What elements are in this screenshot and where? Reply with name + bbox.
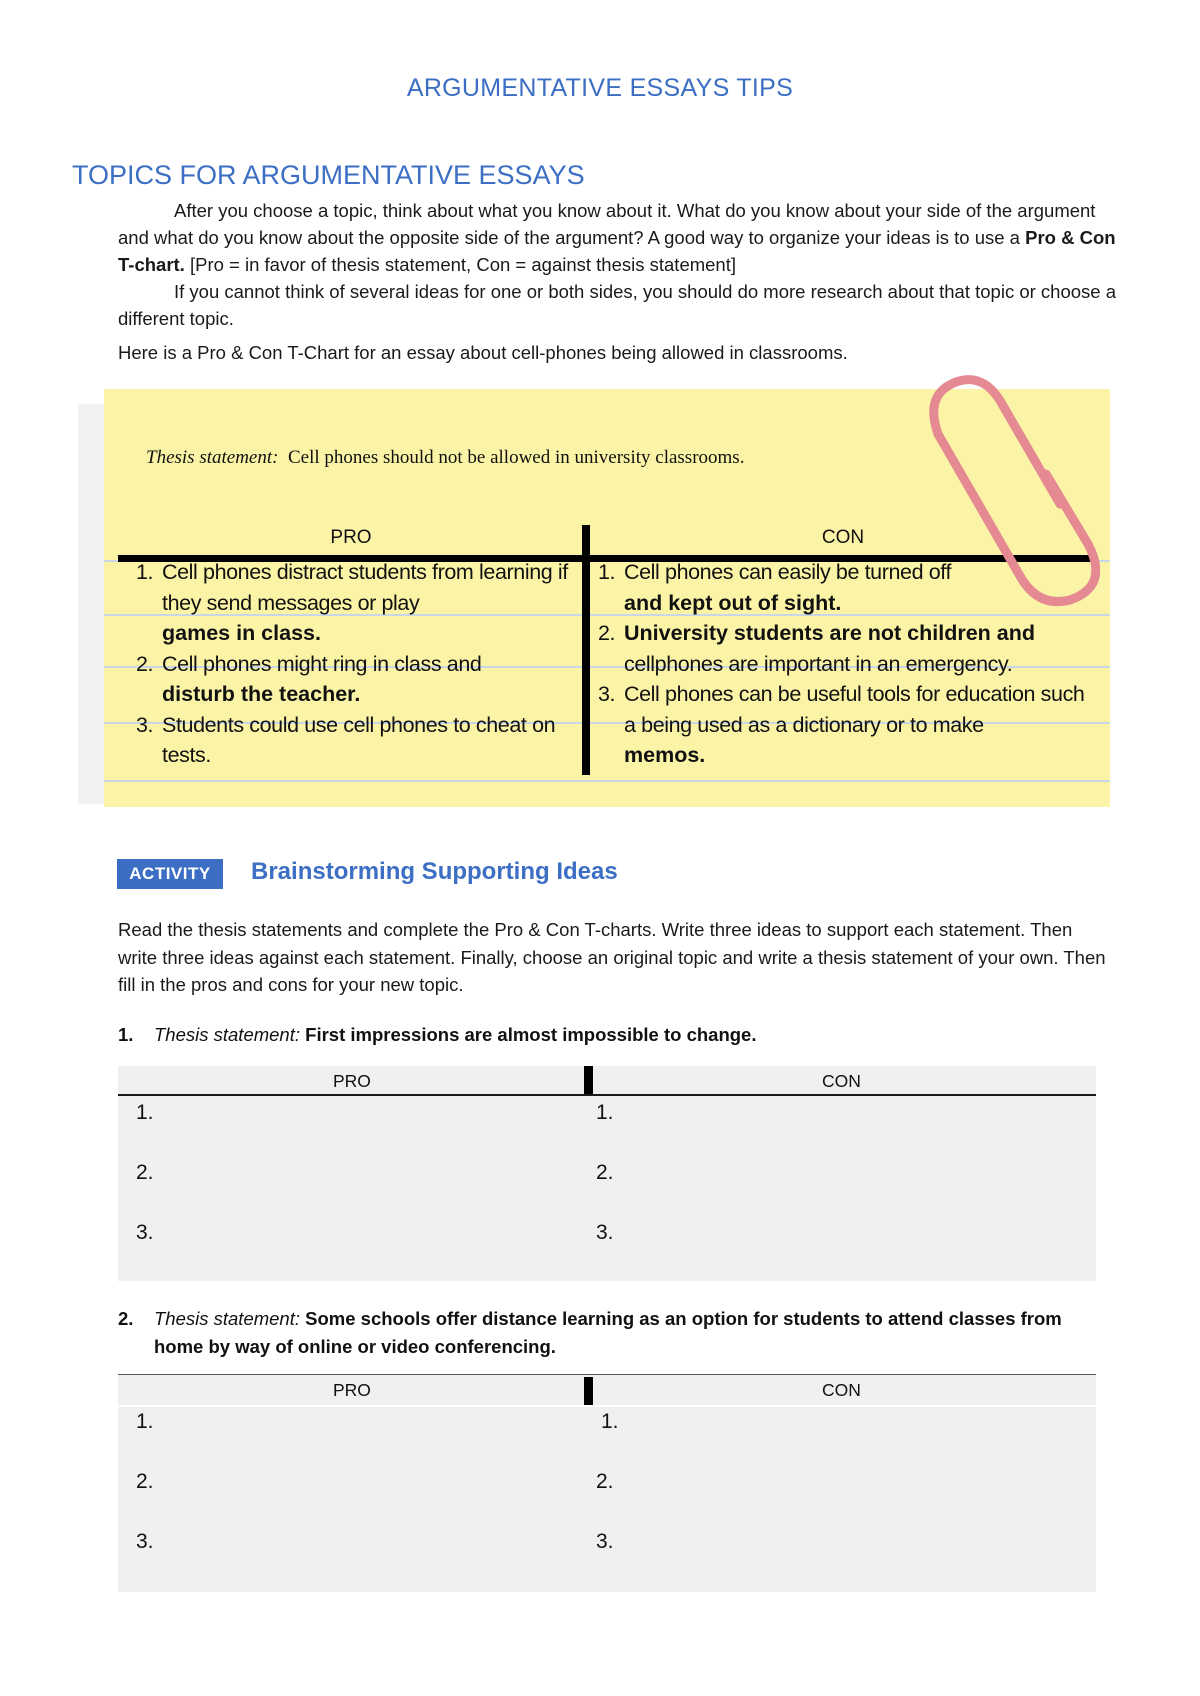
item-bold-text: University students are not children and <box>624 621 1035 645</box>
sample-con-header: CON <box>821 527 865 548</box>
sample-con-item <box>598 618 1098 679</box>
worksheet-chart-2 <box>118 1374 1096 1592</box>
item-number: 1. <box>136 560 154 584</box>
sample-con-item <box>598 679 1098 771</box>
ruled-line <box>104 780 1110 782</box>
con-line-number: 2. <box>596 1470 614 1493</box>
worksheet-header <box>118 1066 1096 1097</box>
item-number: 2. <box>136 651 154 676</box>
sample-pro-list <box>136 557 576 771</box>
sample-pro-item <box>136 649 576 710</box>
pro-header: PRO <box>333 1071 371 1091</box>
sample-pro-item <box>136 710 576 771</box>
pro-line-number: 3. <box>136 1530 154 1553</box>
pro-line-number: 2. <box>136 1161 154 1184</box>
intro-bold: Pro & Con T-chart. <box>118 227 1116 275</box>
item-number: 3. <box>136 712 154 737</box>
item-number: 3. <box>598 682 616 706</box>
activity-badge: ACTIVITY <box>117 859 223 889</box>
con-line-number: 1. <box>596 1101 614 1124</box>
thesis-text: First impressions are almost impossible to change. <box>305 1024 757 1045</box>
thesis-text: Some schools offer distance learning as an option for students to attend classes from home by way of online or video conferencing. <box>154 1308 1062 1357</box>
question-1 <box>118 1021 1108 1049</box>
pro-header: PRO <box>333 1380 371 1400</box>
con-line-number: 2. <box>596 1161 614 1184</box>
question-number: 1. <box>118 1024 134 1045</box>
section-heading: TOPICS FOR ARGUMENTATIVE ESSAYS <box>72 160 585 190</box>
con-line-number: 1. <box>601 1410 619 1433</box>
thesis-label: Thesis statement: <box>154 1308 301 1329</box>
activity-title: Brainstorming Supporting Ideas <box>251 858 618 885</box>
item-bold-text: disturb the teacher. <box>162 682 361 706</box>
item-bold-text: and kept out of sight. <box>624 590 842 615</box>
intro-text-2: If you cannot think of several ideas for one or both sides, you should do more research about that topic or choose a different topic. <box>118 281 1117 329</box>
pro-line-number: 1. <box>136 1410 154 1433</box>
item-text: Cell phones can be useful tools for education such a being used as a dictionary or to make <box>624 682 1085 737</box>
worksheet-body <box>118 1407 1096 1592</box>
pro-line-number: 3. <box>136 1221 154 1244</box>
item-bold-text: memos. <box>624 743 706 767</box>
thesis-label: Thesis statement: <box>154 1024 301 1045</box>
item-bold-text: games in class. <box>162 621 321 645</box>
question-number: 2. <box>118 1308 134 1329</box>
worksheet-header <box>118 1375 1096 1405</box>
question-2 <box>118 1305 1108 1357</box>
item-text: Cell phones distract students from learning if they send messages or play <box>162 560 568 615</box>
t-chart-vertical-bar <box>584 1377 593 1405</box>
paperclip-icon <box>920 364 1100 624</box>
t-chart-vertical-bar <box>584 1066 593 1094</box>
sample-thesis <box>146 447 744 469</box>
con-line-number: 3. <box>596 1221 614 1244</box>
sample-thesis-text: Cell phones should not be allowed in university classrooms. <box>287 447 745 468</box>
pro-line-number: 1. <box>136 1101 154 1124</box>
document-title: ARGUMENTATIVE ESSAYS TIPS <box>406 74 794 102</box>
item-number: 2. <box>598 621 616 645</box>
item-number: 1. <box>598 560 616 584</box>
sample-pro-item <box>136 557 576 649</box>
sample-pro-header: PRO <box>330 527 372 548</box>
intro-text-a: After you choose a topic, think about what you know about it. What do you know about your side of the argument and what do you know about the opposite side of the argument? A good way to organize your ideas is to use a <box>118 200 1096 248</box>
item-text: Students could use cell phones to cheat on tests. <box>162 712 556 767</box>
intro-text-b: [Pro = in favor of thesis statement, Con = against thesis statement] <box>184 254 736 275</box>
item-text: Cell phones might ring in class and <box>162 651 482 676</box>
t-chart-vertical-bar <box>582 525 590 775</box>
activity-instructions: Read the thesis statements and complete the Pro & Con T-charts. Write three ideas to support each statement. Then write three ideas against each statement. Finally, choose an original topic and write a thesis statement of your own. Then fill in the pros and cons for your new topic. <box>118 919 1106 995</box>
intro-paragraph-3: Here is a Pro & Con T-Chart for an essay about cell-phones being allowed in classrooms. <box>118 342 848 363</box>
item-text: cellphones are important in an emergency. <box>624 651 1013 676</box>
sample-thesis-label: Thesis statement: <box>146 447 279 468</box>
worksheet-chart-1 <box>118 1066 1096 1281</box>
intro-paragraph-1 <box>118 197 1118 278</box>
con-header: CON <box>822 1380 861 1400</box>
con-header: CON <box>822 1071 861 1091</box>
item-text: Cell phones can easily be turned off <box>624 560 952 584</box>
t-chart-horizontal-line <box>118 1094 1096 1096</box>
intro-paragraph-2 <box>118 278 1118 332</box>
pro-line-number: 2. <box>136 1470 154 1493</box>
con-line-number: 3. <box>596 1530 614 1553</box>
